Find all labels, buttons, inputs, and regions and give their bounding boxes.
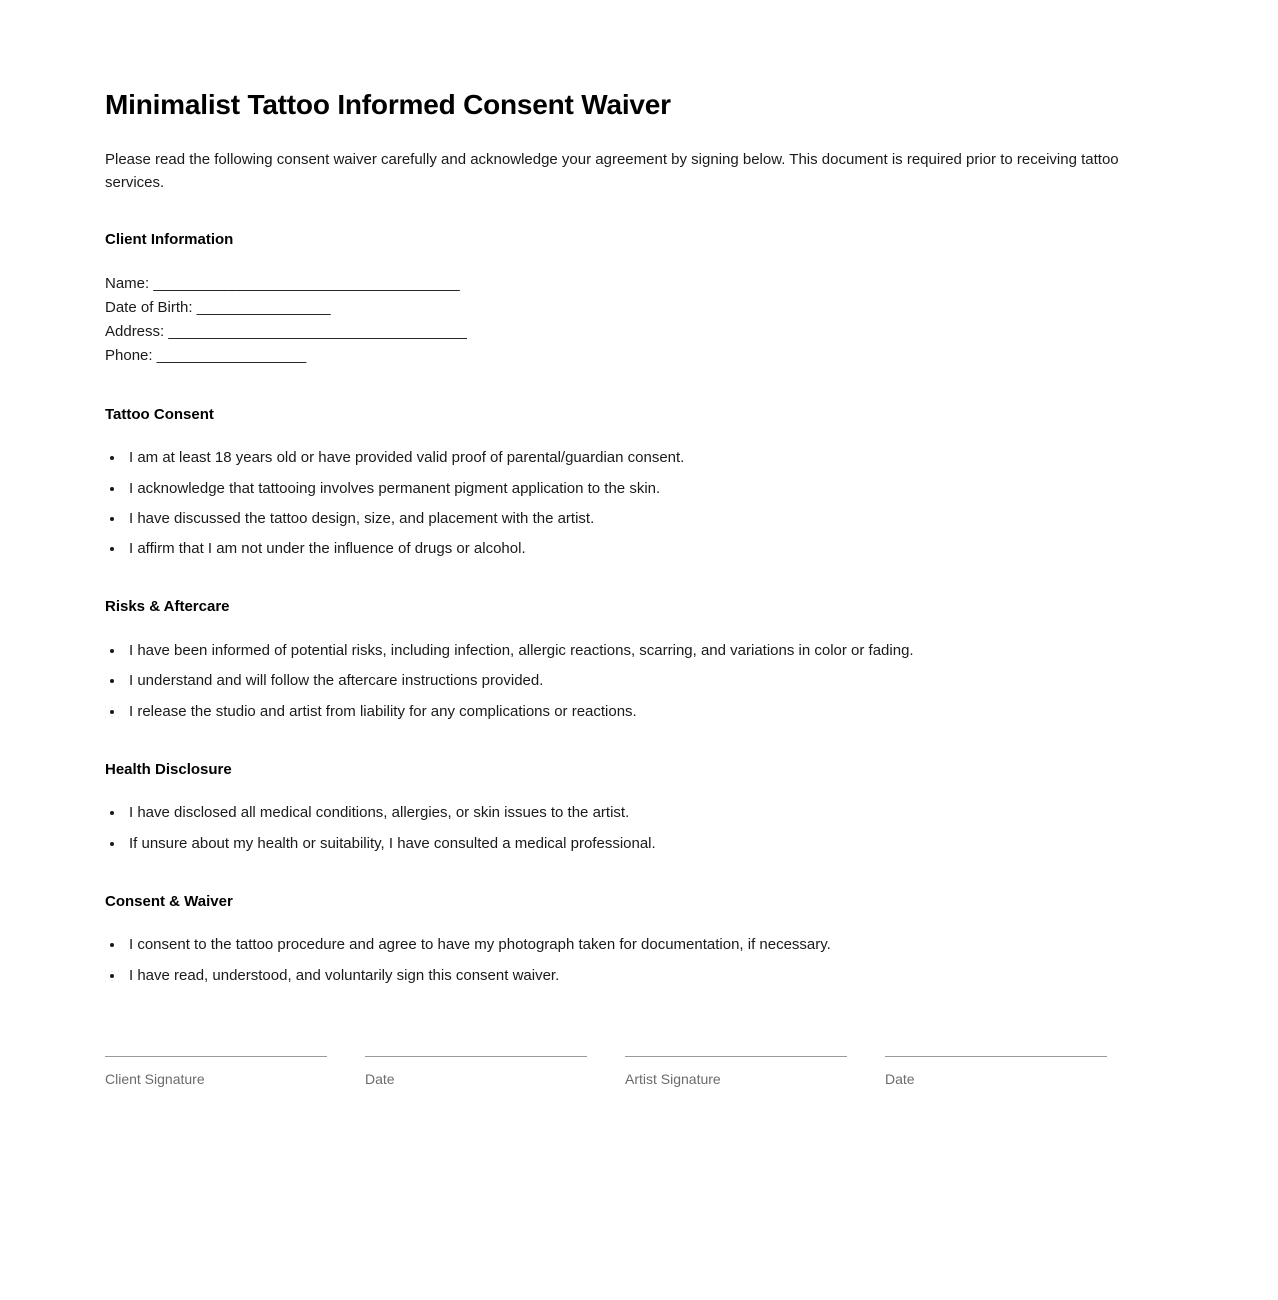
list-item: • I have been informed of potential risks, including infection, allergic reactions, scarring, and variations in color or fading. [125, 639, 1145, 663]
field-label-address: Address: [105, 323, 165, 341]
signature-column-client-date [365, 1056, 587, 1090]
signature-line-client-date[interactable] [365, 1056, 587, 1057]
intro-paragraph: Please read the following consent waiver carefully and acknowledge your agreement by signing below. This document is required prior to receiving tattoo services. [105, 150, 1119, 191]
signature-line-artist-date[interactable] [885, 1056, 1107, 1057]
section-health-disclosure [105, 760, 1145, 856]
list-item: • I am at least 18 years old or have provided valid proof of parental/guardian consent. [125, 446, 1145, 470]
signature-line-client-signature[interactable] [105, 1056, 327, 1057]
signature-line-artist-signature[interactable] [625, 1056, 847, 1057]
section-heading-consent-waiver: Consent & Waiver [105, 892, 233, 910]
spacer-after-client-information [105, 395, 1145, 405]
field-label-date-of-birth: Date of Birth: [105, 298, 193, 316]
section-risks-aftercare [105, 597, 1145, 723]
signature-column-artist-date [885, 1056, 1107, 1090]
signature-label-client-date: Date [365, 1071, 395, 1088]
health-disclosure-list [105, 801, 1145, 856]
signature-column-artist-signature [625, 1056, 847, 1090]
spacer-after-health-disclosure [105, 882, 1145, 892]
list-item: • I have read, understood, and voluntarily sign this consent waiver. [125, 964, 1145, 988]
list-item: • I consent to the tattoo procedure and agree to have my photograph taken for documentation, if necessary. [125, 933, 1145, 957]
section-heading-client-information: Client Information [105, 231, 234, 249]
signature-label-client-signature: Client Signature [105, 1071, 205, 1088]
page-title: Minimalist Tattoo Informed Consent Waiver [105, 89, 671, 120]
field-date-of-birth [105, 296, 1145, 320]
field-label-phone: Phone: [105, 347, 153, 365]
spacer-after-risks-aftercare [105, 750, 1145, 760]
risks-aftercare-list [105, 639, 1145, 724]
list-item: • If unsure about my health or suitability, I have consulted a medical professional. [125, 832, 1145, 856]
section-heading-risks-aftercare: Risks & Aftercare [105, 598, 230, 616]
signature-label-artist-date: Date [885, 1071, 915, 1088]
signature-label-artist-signature: Artist Signature [625, 1071, 721, 1088]
client-information-fields [105, 272, 1145, 369]
field-label-name: Name: [105, 274, 150, 292]
signature-column-client-signature [105, 1056, 327, 1090]
signature-block [105, 1056, 1145, 1090]
list-item: • I have discussed the tattoo design, size, and placement with the artist. [125, 507, 1145, 531]
field-rule-phone[interactable]: ___________________ [156, 347, 306, 365]
section-consent-waiver [105, 892, 1145, 988]
list-item: • I affirm that I am not under the influence of drugs or alcohol. [125, 537, 1145, 561]
spacer-after-tattoo-consent [105, 587, 1145, 597]
section-heading-tattoo-consent: Tattoo Consent [105, 405, 214, 423]
field-rule-date-of-birth[interactable]: _________________ [196, 298, 331, 316]
field-address [105, 320, 1145, 344]
field-phone [105, 344, 1145, 368]
section-client-information [105, 230, 1145, 369]
field-rule-address[interactable]: ______________________________________ [168, 323, 467, 341]
field-name [105, 272, 1145, 296]
list-item: • I release the studio and artist from liability for any complications or reactions. [125, 700, 1145, 724]
consent-waiver-list [105, 933, 1145, 988]
list-item: • I acknowledge that tattooing involves permanent pigment application to the skin. [125, 477, 1145, 501]
list-item: • I have disclosed all medical conditions, allergies, or skin issues to the artist. [125, 801, 1145, 825]
list-item: • I understand and will follow the aftercare instructions provided. [125, 669, 1145, 693]
section-tattoo-consent [105, 405, 1145, 562]
section-heading-health-disclosure: Health Disclosure [105, 760, 232, 778]
tattoo-consent-list [105, 446, 1145, 561]
field-rule-name[interactable]: _______________________________________ [153, 274, 460, 292]
